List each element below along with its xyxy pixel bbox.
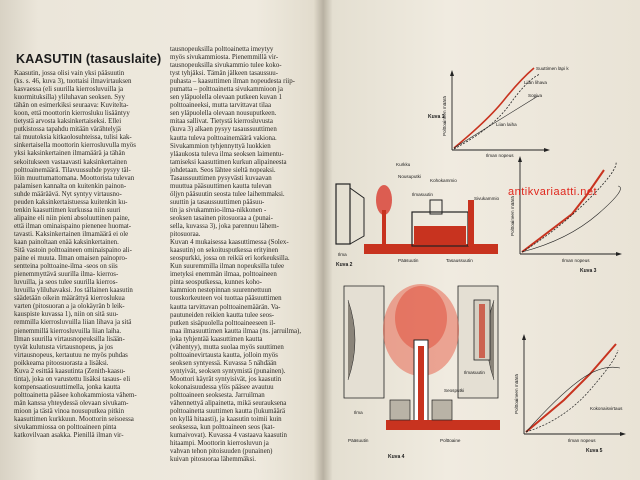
text-line: poikkeama pitoosuorasta a lisäksi. bbox=[14, 359, 109, 367]
text-line: tamiseksi kaasuttimen kurkun alipaineesta bbox=[170, 158, 287, 166]
text-line: seoksen syntyessä. Kuvassa 5 nähdään bbox=[170, 359, 277, 367]
text-line: polttoainetta pääsee kohokammiosta vähem- bbox=[14, 391, 137, 399]
text-line: johdetaan. Seos lähtee sieltä nopeaksi. bbox=[170, 166, 276, 174]
kuva4-label-ilmasuutin: Ilmasuutin bbox=[464, 370, 485, 375]
kuva4-diagram bbox=[344, 284, 500, 460]
text-line: Tasaussuuttimen pysyvästi kuvaavan bbox=[170, 174, 272, 182]
text-line: kautta tarvittavan polttoainemäärän. Va- bbox=[170, 303, 281, 311]
text-line: tin ja sivukammio-ilma-nikkonen - bbox=[170, 206, 267, 214]
text-line: touskorkeuteen voi tuottaa pääsuuttimen bbox=[170, 295, 282, 303]
kuva5-xlabel: Ilman nopeus bbox=[568, 438, 596, 443]
text-line: tinta), joka on varustettu lisäksi tasaus- eli bbox=[14, 375, 131, 383]
text-line: yksi kaksinkertainen ilmamäärä ja tähän bbox=[14, 150, 125, 158]
text-line: sentteina polttoaine-ilma -seos on siis bbox=[14, 263, 118, 271]
text-line: vähennettyä alipainetta, mikä seurauksena bbox=[170, 400, 287, 408]
text-column-1 bbox=[14, 70, 160, 440]
text-line: kompensaatiosuuttimella, jonka kautta bbox=[14, 383, 121, 391]
text-line: tai muutoksia kitkaolosuhteissa, tulisi kak- bbox=[14, 134, 132, 142]
text-line: kautta tuleva polttoainemäärä vakiona. bbox=[170, 134, 277, 142]
figures-svg bbox=[328, 0, 640, 480]
text-line: putken sisäpuolella polttoaineeseen il- bbox=[170, 319, 276, 327]
kuva2-label-kohokammio: Kohokammio bbox=[430, 178, 457, 183]
kuva2-label-kurkku: Kurkku bbox=[396, 162, 411, 167]
text-line: säädetään oikein määrättyä kierroslukua bbox=[14, 295, 125, 303]
text-line: että ilman ominaispaino pienenee huomat- bbox=[14, 222, 132, 230]
kuva2-label-sivukammio: Sivukammio bbox=[474, 196, 500, 201]
text-line: tausnopeuksilla sivukammio tulee koko- bbox=[170, 62, 282, 70]
kuva2-label-tasaussuutin: Tasaussuutin bbox=[446, 258, 473, 263]
kuva1-chart bbox=[428, 66, 569, 158]
text-line: joka tyhjentää kaasuttimen kautta bbox=[170, 335, 263, 343]
kuva2-diagram bbox=[336, 162, 499, 268]
kuva2-label-ilmasuutin: Ilmasuutin bbox=[412, 192, 433, 197]
text-line: remmilla kierrosluvuilla liian lihava ja sitä bbox=[14, 319, 132, 327]
text-line: Moottori käyrät syntyisivät, jos kaasutin bbox=[170, 375, 282, 383]
kuva2-label-nousuputki: Nousuputki bbox=[398, 174, 421, 179]
text-line: (vähentyy), mutta suolaa myös suuttimen bbox=[170, 343, 284, 351]
text-line: tyvät kulutusta virtausnopeus, ja jos bbox=[14, 343, 113, 351]
text-line: imetyksi enemmän ilmaa, polttoaineen bbox=[170, 271, 277, 279]
text-line: puhasta – kaasuttimen ilman nopeudesta riip- bbox=[170, 78, 295, 86]
text-line: luvuilla, ja seos tulee suurilla kierros- bbox=[14, 279, 118, 287]
kuva4-label-polttoaine: Polttoaine bbox=[440, 438, 461, 443]
text-line: (ks. s. 46, kuva 3), tuottaisi ilmavirtauksen bbox=[14, 78, 132, 86]
text-line: mioon ja tästä vinoa nousuputkea pitkin bbox=[14, 407, 125, 415]
text-line: tenkin kaasuttimen kurkussa niin suuri bbox=[14, 206, 121, 214]
text-line: kaasutin) on sekoitusputkessa erityinen bbox=[170, 247, 279, 255]
right-page bbox=[328, 0, 640, 480]
text-line: seoksen tasainen pitosuoraa a (punai- bbox=[170, 214, 273, 222]
text-line: putkistossa tapahdu mitään värähtelyjä bbox=[14, 126, 121, 134]
text-line: hitaampi. Moottorin kierrosluvun ja bbox=[170, 440, 269, 448]
text-line: Kun suuremmilla ilman nopeuksilla tulee bbox=[170, 263, 285, 271]
text-line: kaan painoltaan enää kaksinkertainen. bbox=[14, 238, 119, 246]
text-line: sekoitukseen vastaavasti kaksinkertainen bbox=[14, 158, 127, 166]
kuva4-label-paasuutin: Pääsuutin bbox=[348, 438, 369, 443]
kuva3-xlabel: Ilman nopeus bbox=[562, 258, 590, 263]
kuva4-caption: Kuva 4 bbox=[388, 454, 405, 460]
text-line: seospurkki, jossa on reikiä eri korkeuksilla. bbox=[170, 255, 290, 263]
text-line: tähän on esimerkiksi seuraava: Kuvitelta- bbox=[14, 102, 129, 110]
text-line: mitaa sallivat. Tietystä kierrosluvusta bbox=[170, 118, 273, 126]
text-line: tietystä arvosta kaksinkertaiseksi. Ellei bbox=[14, 118, 122, 126]
text-line: kasvaessa (eli suurilla kierrosluvuilla ja bbox=[14, 86, 124, 94]
kuva1-caption: Kuva 1 bbox=[428, 114, 445, 120]
kuva5-caption: Kuva 5 bbox=[586, 448, 603, 454]
kuva1-xlabel: Ilman nopeus bbox=[486, 153, 514, 158]
text-line: pitosuoraa. bbox=[170, 231, 201, 239]
text-column-2 bbox=[170, 46, 318, 464]
text-line: kammion nestepinnan suurennettuun bbox=[170, 287, 272, 295]
kuva3-chart bbox=[510, 156, 622, 274]
text-line: polttoainevirtausta kautta, jolloin myös bbox=[170, 351, 278, 359]
kuva3-caption: Kuva 3 bbox=[580, 268, 597, 274]
kuva4-fuel-channel bbox=[386, 420, 500, 430]
text-line: yläaukosta tuleva ilma seoksen laimentu- bbox=[170, 150, 284, 158]
text-line: kaasuttimen kurkkuun. Moottorin seisoessa bbox=[14, 416, 134, 424]
text-line: öljyn pääsuutin seosta tulee laihemmaksi. bbox=[170, 190, 285, 198]
text-line: pumatta – polttoainetta sivukammioon ja bbox=[170, 86, 283, 94]
kuva5-chart bbox=[514, 334, 626, 454]
text-line: pienemmillä kierrosluvuilla liian laiha. bbox=[14, 327, 122, 335]
kuva4-label-seosputki: Seosputki bbox=[444, 388, 465, 393]
text-line: Kuva 2 esittää kaasutinta (Zenith-kaasu- bbox=[14, 367, 126, 375]
kuva1-label-2: Liian lihava bbox=[524, 80, 547, 85]
text-line: tavasti. Kaksinkertainen ilmamäärä ei ole bbox=[14, 230, 129, 238]
text-line: palamisen kannalta on kuitenkin painon- bbox=[14, 182, 127, 190]
text-line: kuormituksilla) yliluhavan seoksen. Syy bbox=[14, 94, 126, 102]
text-line: tausnopeuksilla polttoainetta imeytyy bbox=[170, 46, 274, 53]
kuva5-ylabel: Polttoaineen määrä bbox=[514, 374, 519, 414]
kuva5-red-curve bbox=[526, 344, 616, 432]
text-line: muuttua pääsuuttimen kautta tulevan bbox=[170, 182, 272, 190]
text-line: Sivukammion tyhjennyttyä luokkien bbox=[170, 142, 271, 150]
text-line: suuttin ja tasaussuuttimen pääsuu- bbox=[170, 198, 265, 206]
kuva3-red-curve bbox=[522, 170, 604, 252]
kuva1-label-3: Sopiva bbox=[528, 93, 543, 98]
text-line: paine ei muuta. Ilman omaisen painopro- bbox=[14, 255, 128, 263]
text-line: peuden kaksinkertaistuessa kuitenkin ku- bbox=[14, 198, 128, 206]
text-line: seoksessa, kun polttoaineen seos (kat- bbox=[170, 424, 275, 432]
text-line: syntyivät, seoksen syntymistä (punainen). bbox=[170, 367, 286, 375]
kuva1-label-4: Liian laiha bbox=[496, 122, 517, 127]
text-line: män kanssa yhteydessä olevaan sivukam- bbox=[14, 399, 129, 407]
text-line: löin muuttumattomana. Moottorista tulevan bbox=[14, 174, 135, 182]
text-line: kuivan pitosuoraa lähemmäksi. bbox=[170, 456, 256, 464]
text-line: Kaasutin, jossa olisi vain yksi pääsuutin bbox=[14, 70, 125, 77]
text-line: koon, että moottorin kierrosluku lisääntyy bbox=[14, 110, 130, 118]
text-line: virtausnopeus, kertautuu ne myös puhdas bbox=[14, 351, 128, 359]
text-line: luvuilla yliluhavaksi. Jos tällainen kaasutin bbox=[14, 287, 133, 295]
text-line: Sitä vastoin polttoaineen ominaispaino ali- bbox=[14, 247, 132, 255]
text-line: suhde määräävä. Nyt syntyy virtausno- bbox=[14, 190, 122, 198]
text-line: on kyllä hitaasti), ja kaasutin toimii kuin bbox=[170, 416, 282, 424]
kuva4-label-ilma: Ilma bbox=[354, 410, 363, 415]
text-line: vahvan tehon pitoisuuden (punainen) bbox=[170, 448, 273, 456]
text-line: polttoaineen seoksesta. Jarruilman bbox=[170, 392, 265, 400]
kuva2-label-paasuutin: Pääsuutin bbox=[398, 258, 419, 263]
text-line: polttoaineeksi, mutta tarvittavat tilaa bbox=[170, 102, 272, 110]
text-line: tyst tyhjäksi. Tämän jälkeen tasaussuu- bbox=[170, 70, 278, 78]
kuva5-label: Kokonaisvirtaus bbox=[590, 406, 623, 411]
text-line: sella, kuvassa 3), joka parennuu lähem- bbox=[170, 223, 279, 231]
kuva3-ylabel: Polttoaineen määrä bbox=[510, 196, 515, 236]
watermark-text: antikvariaatti.net bbox=[508, 186, 598, 198]
text-line: pinta seosputkessa, kunnes koho- bbox=[170, 279, 262, 287]
text-line: varten (pitosuoran a ja olokäyrän b leik- bbox=[14, 303, 125, 311]
text-line: pienemmyttävä suurilla ilma- kierros- bbox=[14, 271, 119, 279]
text-line: sen yläpuolella olevaan putkeen kuvan 1 bbox=[170, 94, 282, 102]
kuva2-caption: Kuva 2 bbox=[336, 262, 353, 268]
kuva1-ylabel: Polttoaineen määrä bbox=[442, 96, 447, 136]
text-line: maa ilmasuuttimen kautta ilmaa (ns. jarruilma), bbox=[170, 327, 302, 335]
text-line: sivukammiossa on polttoaineen pinta bbox=[14, 424, 117, 432]
kuva1-red-curve bbox=[454, 68, 534, 148]
text-line: (kuva 3) alkaen pysyy tasaussuuttimen bbox=[170, 126, 277, 134]
text-line: Kuvan 4 mukaisessa kaasuttimessa (Solex- bbox=[170, 239, 289, 247]
text-line: kumaivovat). Kuvassa 4 vastaava kaasutin bbox=[170, 432, 287, 440]
text-line: sen yläpuolella olevaan nousuputkeen. bbox=[170, 110, 277, 118]
text-line: alipaine eli niin pieni absoluuttinen paine, bbox=[14, 214, 130, 222]
text-line: kokonaisuudessa ylös pääsee avautuu bbox=[170, 383, 274, 391]
text-line: pautuneiden reikien kautta tulee seos- bbox=[170, 311, 275, 319]
kuva1-label-1: Suuttimen läpi k bbox=[536, 66, 569, 71]
text-line: sinkertaisella moottorin kierrosluvulla myös bbox=[14, 142, 136, 150]
text-line: katkovilvaan asakka. Pienillä ilman vir- bbox=[14, 432, 124, 440]
kuva2-label-ilma: Ilma bbox=[338, 252, 347, 257]
text-line: polttoainemäärä. Tilavuussuhde pysyy täl- bbox=[14, 166, 131, 174]
section-heading: KAASUTIN (tasauslaite) bbox=[16, 52, 162, 66]
text-line: Ilman suurilla virtausnopeuksilla lisään- bbox=[14, 335, 125, 343]
text-line: myös sivukammiosta. Pienemmillä vir- bbox=[170, 54, 279, 62]
text-line: kauspiste kuvassa 1), niin on sitä suu- bbox=[14, 311, 119, 319]
text-line: polttoainetta suuttimen kautta (lukumäärä bbox=[170, 408, 286, 416]
